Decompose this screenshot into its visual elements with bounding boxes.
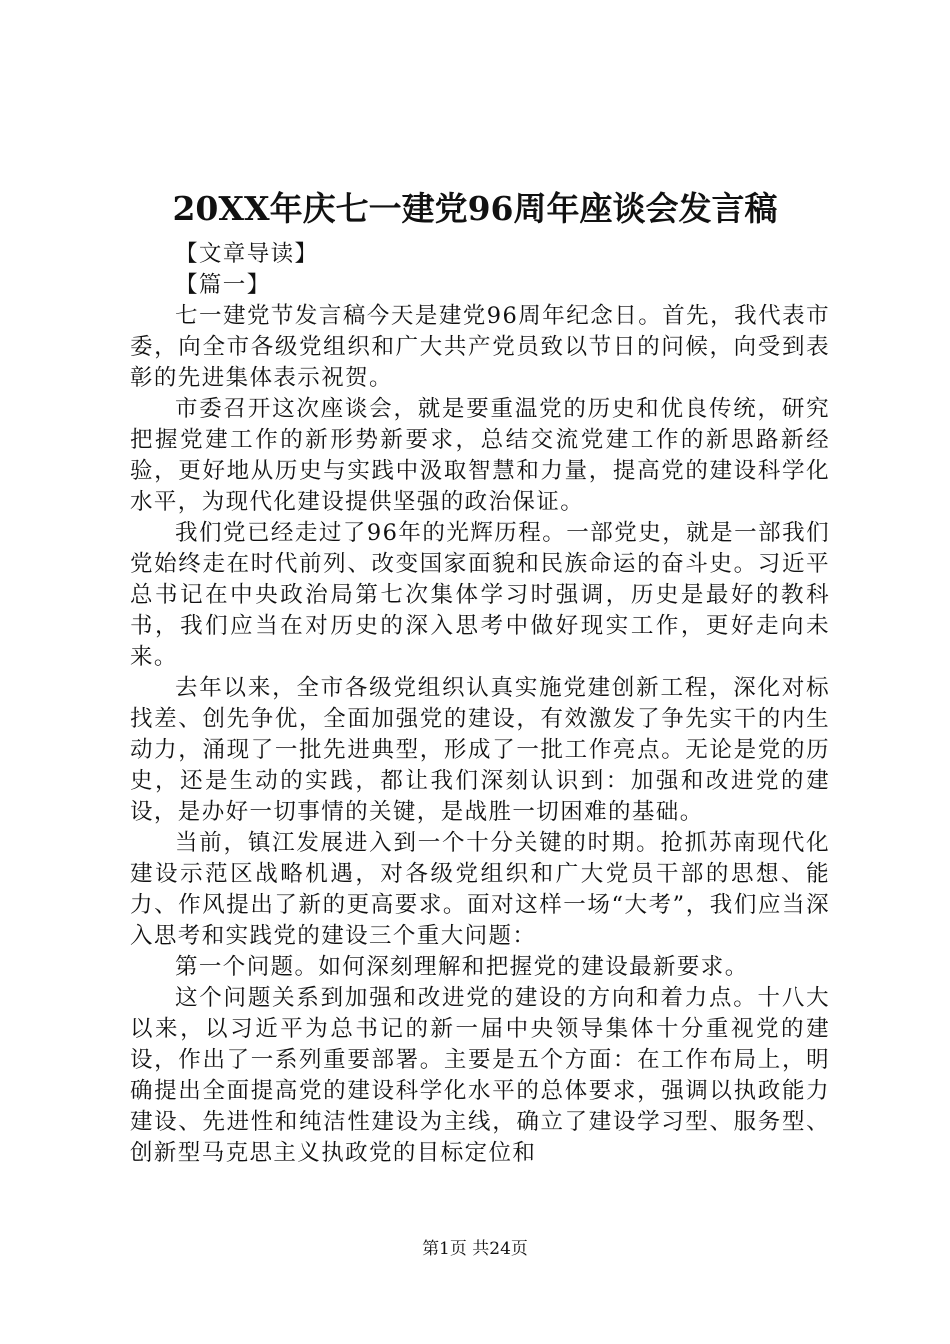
document-body xyxy=(130,239,830,1169)
document-title: 20XX年庆七一建党96周年座谈会发言稿 xyxy=(172,189,778,228)
paragraph: 去年以来，全市各级党组织认真实施党建创新工程，深化对标找差、创先争优，全面加强党的建设，有效激发了争先实干的内生动力，涌现了一批先进典型，形成了一批工作亮点。无论是党的历史，还是生动的实践，都让我们深刻认识到：加强和改进党的建设，是办好一切事情的关键，是战胜一切困难的基础。 xyxy=(130,675,830,825)
section-marker-part1: 【篇一】 xyxy=(175,272,271,298)
page-number: 第1页 共24页 xyxy=(422,1239,528,1259)
paragraph: 当前，镇江发展进入到一个十分关键的时期。抢抓苏南现代化建设示范区战略机遇，对各级党组织和广大党员干部的思想、能力、作风提出了新的更高要求。面对这样一场“大考”，我们应当深入思考和实践党的建设三个重大问题： xyxy=(130,830,830,949)
paragraph: 我们党已经走过了96年的光辉历程。一部党史，就是一部我们党始终走在时代前列、改变国家面貌和民族命运的奋斗史。习近平总书记在中央政治局第七次集体学习时强调，历史是最好的教科书，我们应当在对历史的深入思考中做好现实工作，更好走向未来。 xyxy=(130,520,830,670)
paragraph: 第一个问题。如何深刻理解和把握党的建设最新要求。 xyxy=(175,954,749,980)
section-marker-intro: 【文章导读】 xyxy=(175,241,319,267)
paragraph: 市委召开这次座谈会，就是要重温党的历史和优良传统，研究把握党建工作的新形势新要求，总结交流党建工作的新思路新经验，更好地从历史与实践中汲取智慧和力量，提高党的建设科学化水平，为现代化建设提供坚强的政治保证。 xyxy=(130,396,830,515)
paragraph: 七一建党节发言稿今天是建党96周年纪念日。首先，我代表市委，向全市各级党组织和广大共产党员致以节日的问候，向受到表彰的先进集体表示祝贺。 xyxy=(130,303,830,391)
paragraph: 这个问题关系到加强和改进党的建设的方向和着力点。十八大以来，以习近平为总书记的新一届中央领导集体十分重视党的建设，作出了一系列重要部署。主要是五个方面：在工作布局上，明确提出全面提高党的建设科学化水平的总体要求，强调以执政能力建设、先进性和纯洁性建设为主线，确立了建设学习型、服务型、创新型马克思主义执政党的目标定位和 xyxy=(130,985,830,1166)
